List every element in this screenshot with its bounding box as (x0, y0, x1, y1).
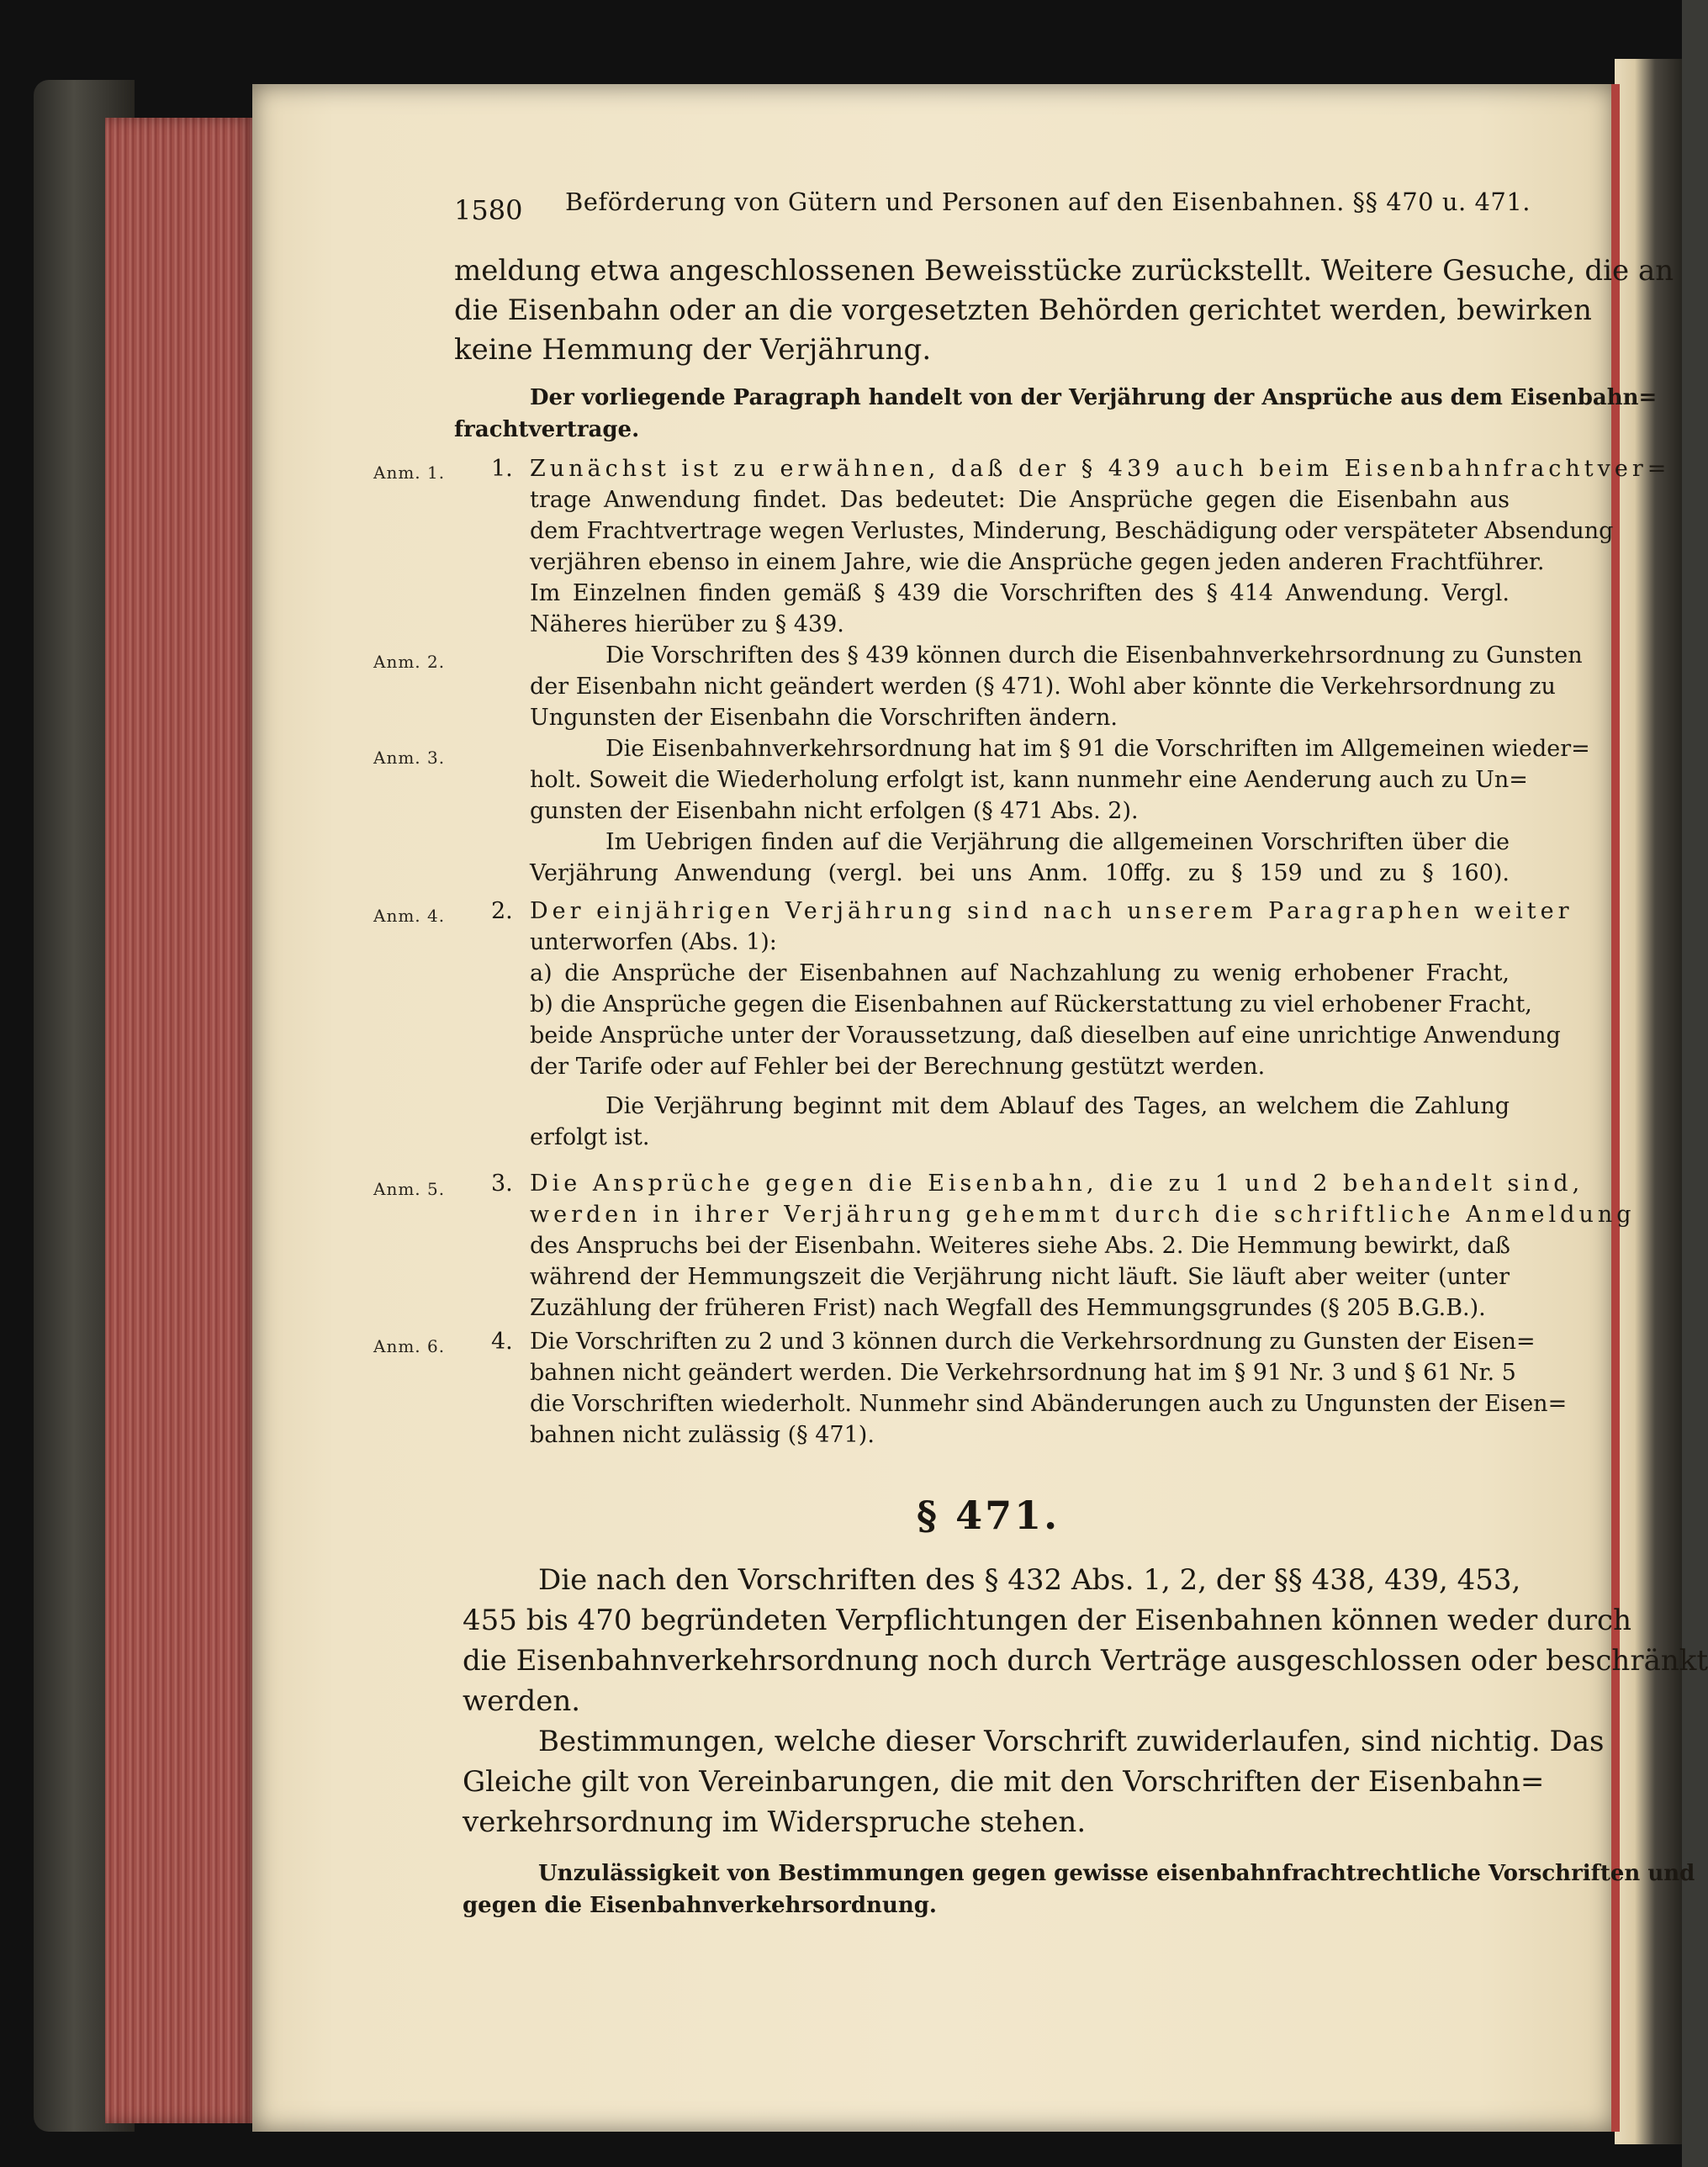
commentary-line: unterworfen (Abs. 1): (530, 929, 777, 955)
law-text-line: meldung etwa angeschlossenen Beweisstücke zurückstellt. Weitere Gesuche, die an (454, 254, 1674, 288)
commentary-line: der Tarife oder auf Fehler bei der Berechnung gestützt werden. (530, 1054, 1266, 1080)
law-text-line: Die nach den Vorschriften des § 432 Abs. 1, 2, der §§ 438, 439, 453, (538, 1563, 1521, 1597)
commentary-line: trage Anwendung findet. Das bedeutet: Die Ansprüche gegen die Eisenbahn aus (530, 487, 1510, 513)
law-text-line: die Eisenbahnverkehrsordnung noch durch Verträge ausgeschlossen oder beschränkt (463, 1644, 1708, 1678)
intro-line: Der vorliegende Paragraph handelt von der Verjährung der Ansprüche aus dem Eisenbahn= (530, 385, 1658, 410)
item-number: 2. (491, 898, 513, 924)
commentary-line: verjähren ebenso in einem Jahre, wie die Ansprüche gegen jeden anderen Frachtführer. (530, 549, 1545, 575)
commentary-line: die Vorschriften wiederholt. Nunmehr sind Abänderungen auch zu Ungunsten der Eisen= (530, 1391, 1568, 1417)
margin-note: Anm. 4. (373, 906, 446, 926)
law-text-line: 455 bis 470 begründeten Verpflichtungen der Eisenbahnen können weder durch (463, 1604, 1631, 1637)
commentary-line: Näheres hierüber zu § 439. (530, 611, 844, 637)
commentary-line: Die Ansprüche gegen die Eisenbahn, die zu 1 und 2 behandelt sind, (530, 1171, 1584, 1197)
commentary-line: Verjährung Anwendung (vergl. bei uns Anm. 10ffg. zu § 159 und zu § 160). (530, 860, 1510, 886)
law-text-line: werden. (463, 1684, 581, 1718)
section-title: § 471. (917, 1493, 1060, 1538)
commentary-line: b) die Ansprüche gegen die Eisenbahnen auf Rückerstattung zu viel erhobener Fracht, (530, 991, 1532, 1017)
margin-note: Anm. 3. (373, 748, 446, 768)
commentary-line: des Anspruchs bei der Eisenbahn. Weiteres siehe Abs. 2. Die Hemmung bewirkt, daß (530, 1233, 1510, 1259)
commentary-line: Ungunsten der Eisenbahn die Vorschriften ändern. (530, 705, 1118, 731)
law-text-line: keine Hemmung der Verjährung. (454, 333, 932, 367)
commentary-line: Der einjährigen Verjährung sind nach unserem Paragraphen weiter (530, 898, 1573, 924)
margin-note: Anm. 2. (373, 652, 446, 672)
law-text-line: die Eisenbahn oder an die vorgesetzten Behörden gerichtet werden, bewirken (454, 293, 1592, 327)
commentary-line: Im Uebrigen finden auf die Verjährung die allgemeinen Vorschriften über die (605, 829, 1510, 855)
commentary-line: Zuzählung der früheren Frist) nach Wegfall des Hemmungsgrundes (§ 205 B.G.B.). (530, 1295, 1486, 1321)
item-number: 4. (491, 1329, 513, 1355)
summary-line: Unzulässigkeit von Bestimmungen gegen gewisse eisenbahnfrachtrechtliche Vorschriften und (538, 1861, 1695, 1886)
commentary-line: erfolgt ist. (530, 1124, 650, 1150)
page-number: 1580 (454, 194, 523, 226)
commentary-line: der Eisenbahn nicht geändert werden (§ 471). Wohl aber könnte die Verkehrsordnung zu (530, 674, 1556, 700)
commentary-line: Die Verjährung beginnt mit dem Ablauf des Tages, an welchem die Zahlung (605, 1093, 1510, 1119)
commentary-line: gunsten der Eisenbahn nicht erfolgen (§ 471 Abs. 2). (530, 798, 1139, 824)
summary-line: gegen die Eisenbahnverkehrsordnung. (463, 1893, 937, 1918)
item-number: 3. (491, 1171, 513, 1197)
commentary-line: Zunächst ist zu erwähnen, daß der § 439 auch beim Eisenbahnfrachtver= (530, 456, 1671, 482)
commentary-line: während der Hemmungszeit die Verjährung nicht läuft. Sie läuft aber weiter (unter (530, 1264, 1510, 1290)
commentary-line: Die Eisenbahnverkehrsordnung hat im § 91 die Vorschriften im Allgemeinen wieder= (605, 736, 1590, 762)
law-text-line: verkehrsordnung im Widerspruche stehen. (463, 1805, 1087, 1839)
law-text-line: Gleiche gilt von Vereinbarungen, die mit den Vorschriften der Eisenbahn= (463, 1765, 1545, 1799)
law-text-line: Bestimmungen, welche dieser Vorschrift zuwiderlaufen, sind nichtig. Das (538, 1725, 1605, 1758)
running-title: Beförderung von Gütern und Personen auf den Eisenbahnen. §§ 470 u. 471. (565, 188, 1531, 216)
intro-line: frachtvertrage. (454, 417, 640, 442)
margin-note: Anm. 1. (373, 462, 446, 483)
commentary-line: a) die Ansprüche der Eisenbahnen auf Nachzahlung zu wenig erhobener Fracht, (530, 960, 1510, 986)
commentary-line: bahnen nicht geändert werden. Die Verkehrsordnung hat im § 91 Nr. 3 und § 61 Nr. 5 (530, 1360, 1516, 1386)
commentary-line: bahnen nicht zulässig (§ 471). (530, 1422, 875, 1448)
margin-note: Anm. 6. (373, 1336, 446, 1356)
margin-note: Anm. 5. (373, 1179, 446, 1199)
commentary-line: Die Vorschriften des § 439 können durch die Eisenbahnverkehrsordnung zu Gunsten (605, 642, 1583, 669)
commentary-line: Die Vorschriften zu 2 und 3 können durch die Verkehrsordnung zu Gunsten der Eisen= (530, 1329, 1536, 1355)
item-number: 1. (491, 456, 513, 482)
commentary-line: Im Einzelnen finden gemäß § 439 die Vorschriften des § 414 Anwendung. Vergl. (530, 580, 1510, 606)
commentary-line: dem Frachtvertrage wegen Verlustes, Minderung, Beschädigung oder verspäteter Absendung (530, 518, 1614, 544)
commentary-line: beide Ansprüche unter der Voraussetzung, daß dieselben auf eine unrichtige Anwendung (530, 1023, 1561, 1049)
commentary-line: holt. Soweit die Wiederholung erfolgt ist, kann nunmehr eine Aenderung auch zu Un= (530, 767, 1528, 793)
commentary-line: werden in ihrer Verjährung gehemmt durch die schriftliche Anmeldung (530, 1202, 1636, 1228)
